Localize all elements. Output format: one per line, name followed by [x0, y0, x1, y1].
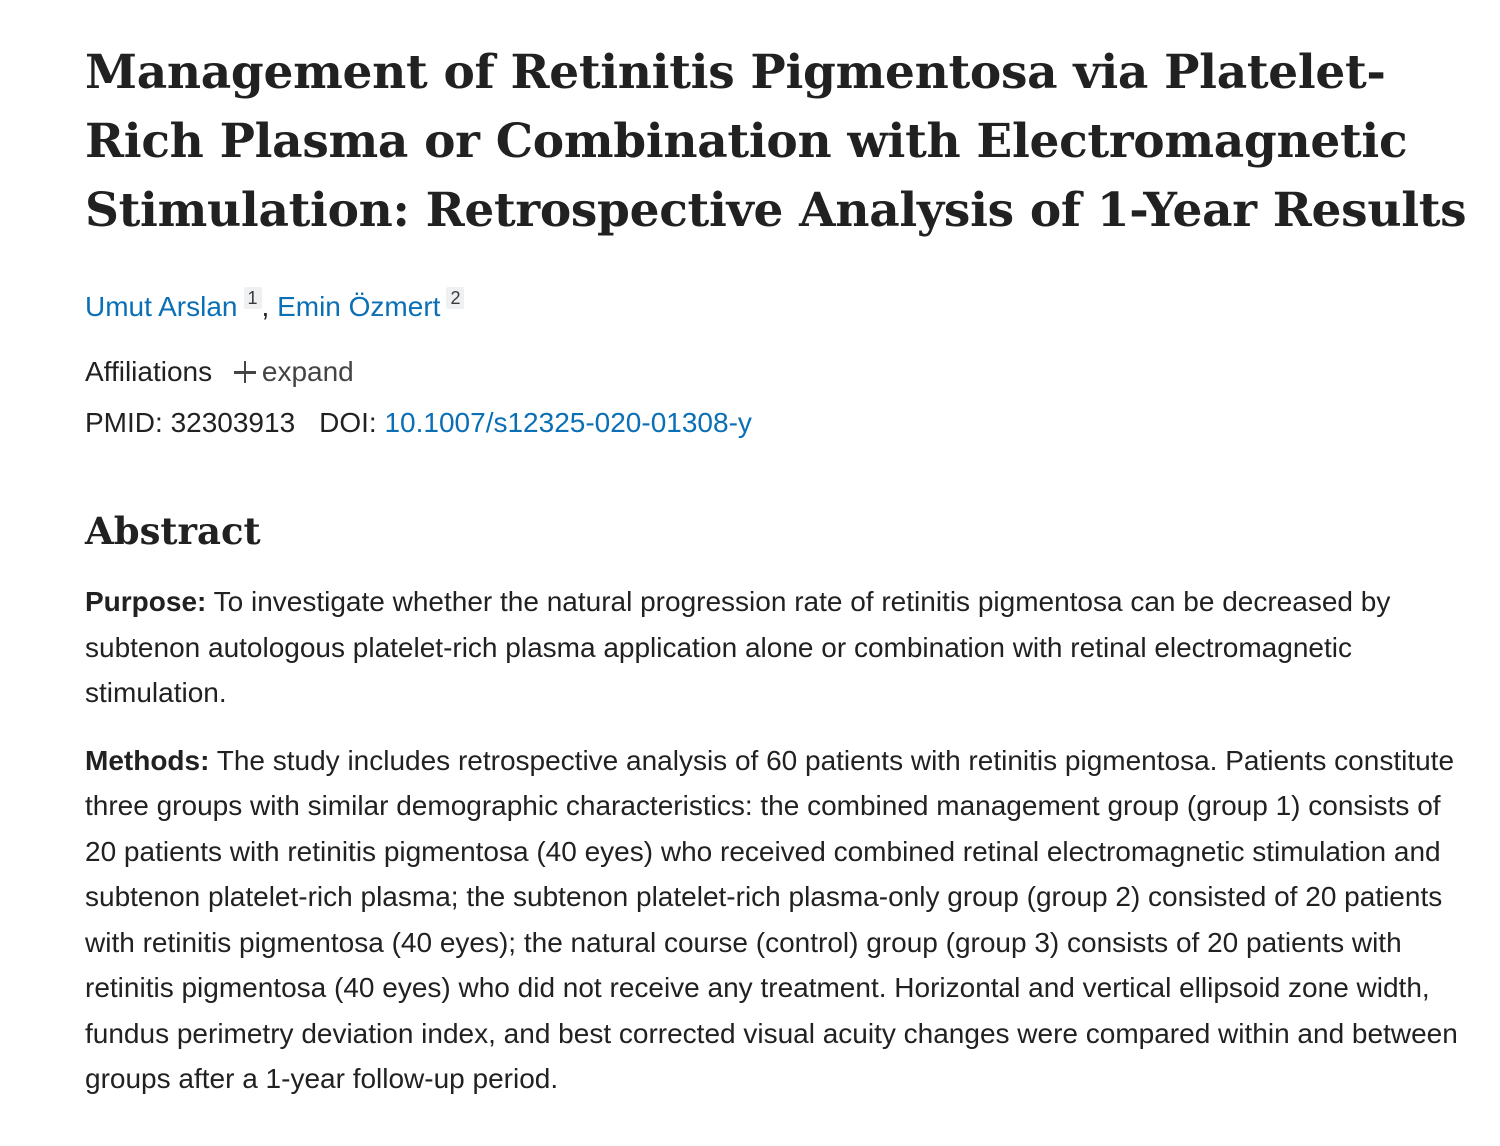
author-link-umut-arslan[interactable]: Umut Arslan [85, 291, 238, 322]
expand-affiliations-button[interactable] [234, 355, 354, 389]
article-page [85, 0, 1475, 1102]
affiliation-number-1[interactable]: 1 [244, 287, 262, 309]
author-link-emin-ozmert[interactable]: Emin Özmert [277, 291, 441, 322]
pmid-value: 32303913 [170, 407, 296, 438]
methods-paragraph [85, 738, 1475, 1102]
doi-label: DOI: [319, 407, 385, 438]
author-list [85, 287, 1475, 321]
pmid-label: PMID: [85, 407, 171, 438]
identifiers-row [85, 406, 1475, 440]
article-title: Management of Retinitis Pigmentosa via Platelet-Rich Plasma or Combination with Electromagnetic Stimulation: Retrospective Analysis of 1-Year Results [85, 45, 1467, 238]
author-separator: , [261, 291, 278, 322]
expand-label: expand [261, 356, 354, 387]
affiliations-row [85, 355, 1475, 389]
doi-link[interactable]: 10.1007/s12325-020-01308-y [384, 407, 752, 438]
abstract-heading: Abstract [85, 509, 261, 553]
affiliations-label: Affiliations [85, 356, 213, 387]
plus-icon [234, 361, 256, 383]
affiliation-number-2[interactable]: 2 [446, 287, 464, 309]
methods-label: Methods: [85, 744, 210, 776]
methods-text: The study includes retrospective analysis of 60 patients with retinitis pigmentosa. Patients constitute three groups with similar demographic characteristics: the combined management group (group 1) consists of 20 patients with retinitis pigmentosa (40 eyes) who received combined retinal electromagnetic stimulation and subtenon platelet-rich plasma; the subtenon platelet-rich plasma-only group (group 2) consisted of 20 patients with retinitis pigmentosa (40 eyes); the natural course (control) group (group 3) consists of 20 patients with retinitis pigmentosa (40 eyes) who did not receive any treatment. Horizontal and vertical ellipsoid zone width, fundus perimetry deviation index, and best corrected visual acuity changes were compared within and between groups after a 1-year follow-up period. [85, 744, 1458, 1094]
purpose-label: Purpose: [85, 586, 207, 617]
purpose-paragraph [85, 579, 1475, 716]
purpose-text: To investigate whether the natural progression rate of retinitis pigmentosa can be decreased by subtenon autologous platelet-rich plasma application alone or combination with retinal electromagnetic stimulation. [85, 586, 1391, 708]
